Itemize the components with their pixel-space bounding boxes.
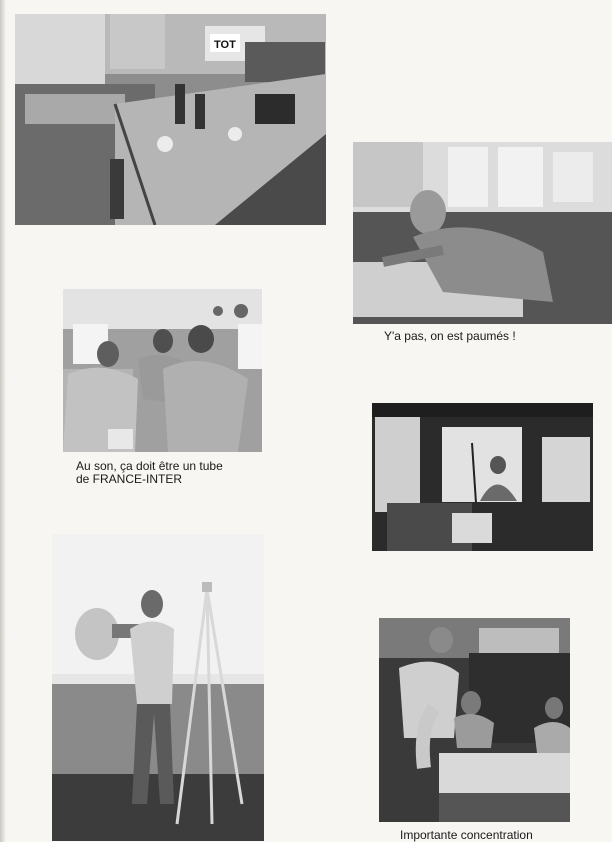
photo-bridge-radio <box>63 289 262 452</box>
caption-radio-line1: Au son, ça doit être un tube <box>76 459 223 473</box>
tanker-sign: TOT <box>214 39 236 51</box>
photo-searchlight <box>52 534 264 841</box>
caption-radio-line2: de FRANCE-INTER <box>76 472 183 486</box>
caption-concentration: Importante concentration <box>400 828 533 842</box>
caption-lost: Y'a pas, on est paumés ! <box>384 329 516 343</box>
photo-ship-deck <box>15 14 326 225</box>
caption-radio <box>76 460 266 486</box>
page-gutter <box>0 0 6 842</box>
photo-engine-room <box>379 618 570 822</box>
photo-chart-table <box>353 142 612 324</box>
photo-bridge-window <box>372 403 593 551</box>
